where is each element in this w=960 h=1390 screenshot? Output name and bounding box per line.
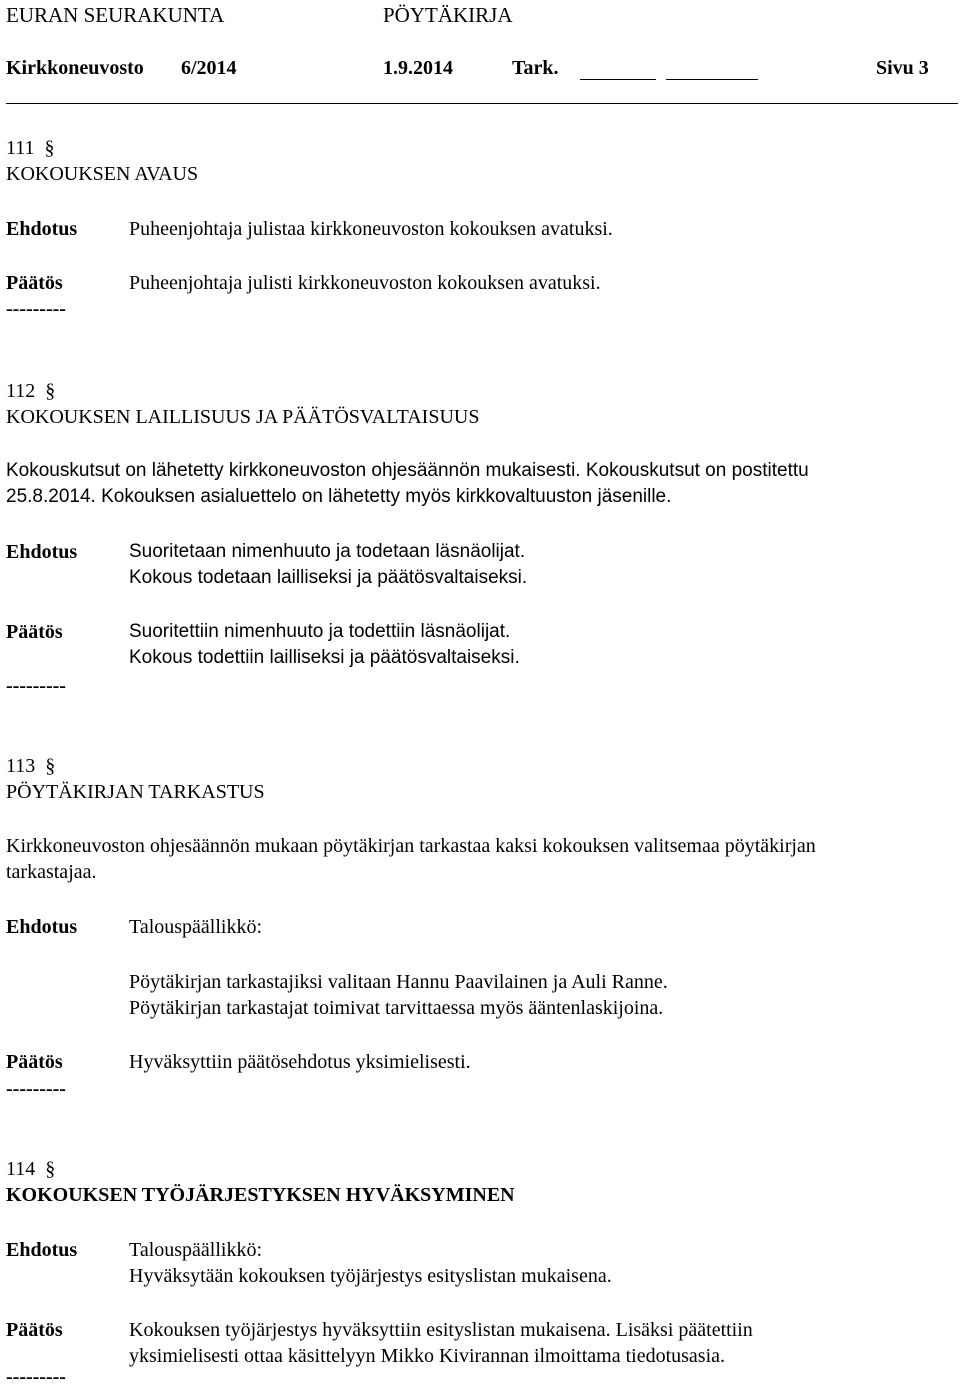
paatos-text: Puheenjohtaja julisti kirkkoneuvoston kokouksen avatuksi. bbox=[129, 272, 601, 294]
section-title: KOKOUKSEN TYÖJÄRJESTYKSEN HYVÄKSYMINEN bbox=[6, 1184, 515, 1206]
section-title: KOKOUKSEN AVAUS bbox=[6, 163, 199, 185]
header-rule bbox=[6, 103, 958, 104]
ehdotus-text-line1: Suoritetaan nimenhuuto ja todetaan läsnäolijat. bbox=[129, 541, 526, 562]
intro-text-line1: Kokouskutsut on lähetetty kirkkoneuvoston ohjesäännön mukaisesti. Kokouskutsut on postitettu bbox=[6, 460, 809, 481]
paatos-label: Päätös bbox=[6, 1051, 63, 1073]
separator: --------- bbox=[6, 675, 66, 697]
section-number: 114 § bbox=[6, 1158, 56, 1180]
tark-label: Tark. bbox=[512, 57, 559, 79]
ehdotus-label: Ehdotus bbox=[6, 541, 78, 563]
section-title: KOKOUKSEN LAILLISUUS JA PÄÄTÖSVALTAISUUS bbox=[6, 406, 480, 428]
ehdotus-presenter: Talouspäällikkö: bbox=[129, 916, 263, 938]
section-sign: § bbox=[45, 380, 56, 402]
paatos-text: Hyväksyttiin päätösehdotus yksimielisesti. bbox=[129, 1051, 471, 1073]
ehdotus-text: Hyväksytään kokouksen työjärjestys esityslistan mukaisena. bbox=[129, 1265, 612, 1287]
paatos-label: Päätös bbox=[6, 272, 63, 294]
section-number: 111 § bbox=[6, 137, 55, 159]
separator: --------- bbox=[6, 298, 66, 320]
page-number: Sivu 3 bbox=[876, 57, 929, 79]
paatos-text-line2: yksimielisesti ottaa käsittelyyn Mikko Kivirannan ilmoittama tiedotusasia. bbox=[129, 1345, 726, 1367]
section-number: 112 § bbox=[6, 380, 56, 402]
ehdotus-text-line2: Kokous todetaan lailliseksi ja päätösvaltaiseksi. bbox=[129, 567, 528, 588]
paatos-label: Päätös bbox=[6, 1319, 63, 1341]
intro-text-line2: 25.8.2014. Kokouksen asialuettelo on lähetetty myös kirkkovaltuuston jäsenille. bbox=[6, 486, 672, 507]
section-number: 113 § bbox=[6, 755, 56, 777]
separator: --------- bbox=[6, 1366, 66, 1388]
section-sign: § bbox=[45, 755, 56, 777]
paatos-text-line1: Suoritettiin nimenhuuto ja todettiin läsnäolijat. bbox=[129, 621, 511, 642]
ehdotus-text-line1: Pöytäkirjan tarkastajiksi valitaan Hannu Paavilainen ja Auli Ranne. bbox=[129, 971, 668, 993]
paatos-text-line2: Kokous todettiin lailliseksi ja päätösvaltaiseksi. bbox=[129, 647, 520, 668]
tark-signature-line-1 bbox=[580, 79, 656, 80]
ehdotus-label: Ehdotus bbox=[6, 1239, 78, 1261]
ehdotus-label: Ehdotus bbox=[6, 916, 78, 938]
ehdotus-text-line2: Pöytäkirjan tarkastajat toimivat tarvittaessa myös ääntenlaskijoina. bbox=[129, 997, 664, 1019]
section-title: PÖYTÄKIRJAN TARKASTUS bbox=[6, 781, 265, 803]
meeting-number: 6/2014 bbox=[181, 57, 237, 79]
section-sign: § bbox=[44, 137, 55, 159]
board-name: Kirkkoneuvosto bbox=[6, 57, 144, 79]
meeting-date: 1.9.2014 bbox=[383, 57, 453, 79]
ehdotus-label: Ehdotus bbox=[6, 218, 78, 240]
document-type: PÖYTÄKIRJA bbox=[383, 3, 513, 27]
separator: --------- bbox=[6, 1078, 66, 1100]
ehdotus-presenter: Talouspäällikkö: bbox=[129, 1239, 263, 1261]
intro-text-line2: tarkastajaa. bbox=[6, 861, 97, 883]
section-sign: § bbox=[45, 1158, 56, 1180]
paatos-text-line1: Kokouksen työjärjestys hyväksyttiin esityslistan mukaisena. Lisäksi päätettiin bbox=[129, 1319, 753, 1341]
ehdotus-text: Puheenjohtaja julistaa kirkkoneuvoston kokouksen avatuksi. bbox=[129, 218, 613, 240]
paatos-label: Päätös bbox=[6, 621, 63, 643]
intro-text-line1: Kirkkoneuvoston ohjesäännön mukaan pöytäkirjan tarkastaa kaksi kokouksen valitsemaa pöytäkirjan bbox=[6, 835, 816, 857]
tark-signature-line-2 bbox=[666, 79, 758, 80]
org-name: EURAN SEURAKUNTA bbox=[6, 3, 225, 27]
